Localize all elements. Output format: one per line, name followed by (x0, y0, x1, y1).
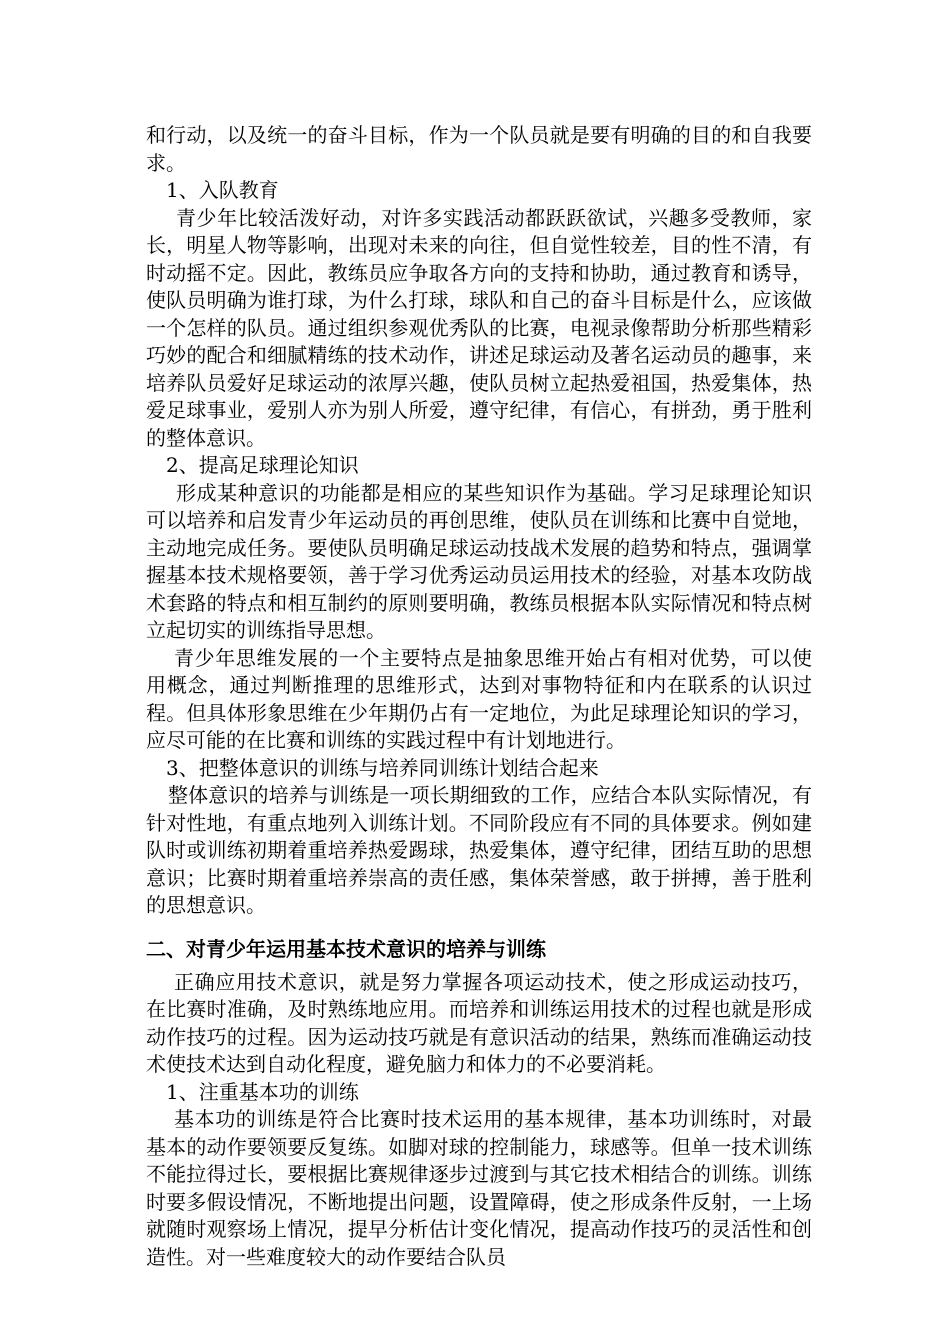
subheading-football-theory: 2、提高足球理论知识 (166, 453, 359, 477)
subheading-training-plan: 3、把整体意识的训练与培养同训练计划结合起来 (166, 755, 599, 780)
subheading-basic-skills: 1、注重基本功的训练 (166, 1079, 359, 1104)
section-heading-basic-technique: 二、对青少年运用基本技术意识的培养与训练 (146, 936, 546, 961)
paragraph-training-plan: 整体意识的培养与训练是一项长期细致的工作，应结合本队实际情况，有针对性地，有重点地列入训练计划。不同阶段应有不同的具体要求。例如建队时或训练初期着重培养热爱踢球，热爱集体，遵守纪律，团结互助的思想意识；比赛时期着重培养崇高的责任感，集体荣誉感，敢于拼搏，善于胜利的思想意识。 (146, 783, 812, 917)
paragraph-enrollment-education: 青少年比较活泼好动，对许多实践活动都跃跃欲试，兴趣多受教师，家长，明星人物等影响，出现对未来的向往，但自觉性较差，目的性不清，有时动摇不定。因此，教练员应争取各方向的支持和协助，通过教育和诱导，使队员明确为谁打球，为什么打球，球队和自己的奋斗目标是什么，应该做一个怎样的队员。通过组织参观优秀队的比赛，电视录像帮助分析那些精彩巧妙的配合和细腻精练的技术动作，讲述足球运动及著名运动员的趣事，来培养队员爱好足球运动的浓厚兴趣，使队员树立起热爱祖国，热爱集体，热爱足球事业，爱别人亦为别人所爱，遵守纪律，有信心，有拼劲，勇于胜利的整体意识。 (146, 205, 812, 450)
paragraph-basic-skills: 基本功的训练是符合比赛时技术运用的基本规律，基本功训练时，对最基本的动作要领要反复练。如脚对球的控制能力，球感等。但单一技术训练不能拉得过长，要根据比赛规律逐步过渡到与其它技术相结合的训练。训练时要多假设情况，不断地提出问题，设置障碍，使之形成条件反射，一上场就随时观察场上情况，提早分析估计变化情况，提高动作技巧的灵活性和创造性。对一些难度较大的动作要结合队员 (146, 1107, 812, 1269)
document-body (146, 122, 812, 1271)
paragraph-technique-awareness: 正确应用技术意识，就是努力掌握各项运动技术，使之形成运动技巧，在比赛时准确，及时熟练地应用。而培养和训练运用技术的过程也就是形成动作技巧的过程。因为运动技巧就是有意识活动的结果，熟练而准确运动技术使技术达到自动化程度，避免脑力和体力的不必要消耗。 (146, 969, 812, 1076)
subheading-enrollment-education: 1、入队教育 (166, 178, 279, 202)
paragraph-intro: 和行动，以及统一的奋斗目标，作为一个队员就是要有明确的目的和自我要求。 (146, 123, 812, 175)
paragraph-youth-thinking: 青少年思维发展的一个主要特点是抽象思维开始占有相对优势，可以使用概念，通过判断推理的思维形式，达到对事物特征和内在联系的认识过程。但具体形象思维在少年期仍占有一定地位，为此足球理论知识的学习，应尽可能的在比赛和训练的实践过程中有计划地进行。 (146, 645, 812, 752)
paragraph-football-theory: 形成某种意识的功能都是相应的某些知识作为基础。学习足球理论知识可以培养和启发青少年运动员的再创思维，使队员在训练和比赛中自觉地，主动地完成任务。要使队员明确足球运动技战术发展的趋势和特点，强调掌握基本技术规格要领，善于学习优秀运动员运用技术的经验，对基本攻防战术套路的特点和相互制约的原则要明确，教练员根据本队实际情况和特点树立起切实的训练指导思想。 (146, 480, 812, 642)
